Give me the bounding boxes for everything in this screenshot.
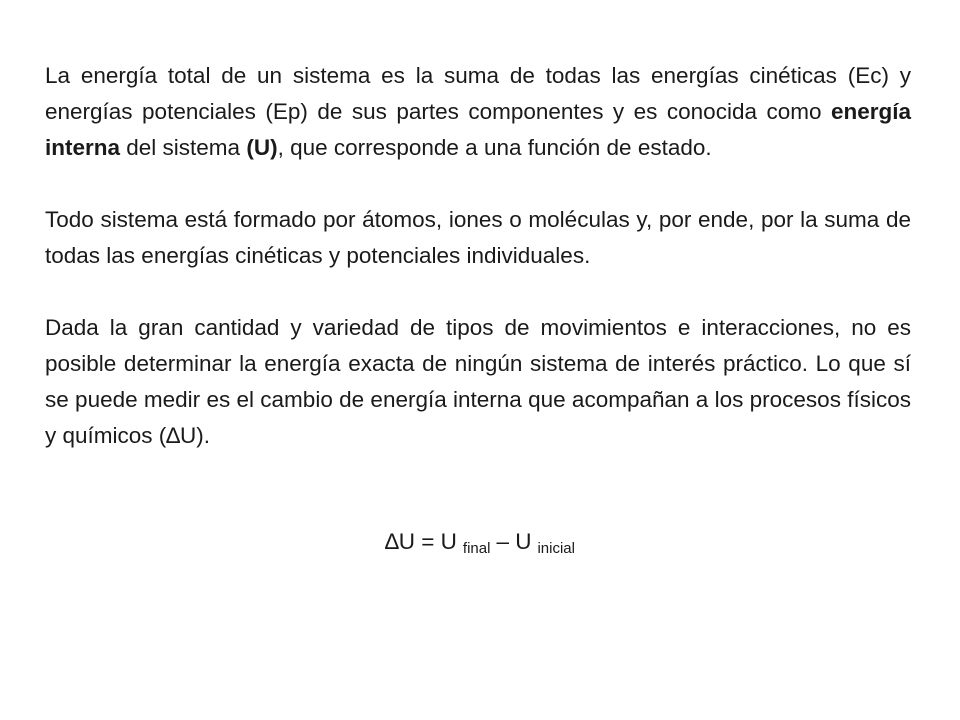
equation-minus-u: – U bbox=[496, 529, 532, 554]
equation-subscript-inicial: inicial bbox=[537, 540, 575, 557]
term-energia-interna: energía interna bbox=[45, 99, 911, 160]
paragraph-1-text-c: , que corresponde a una función de estado. bbox=[277, 135, 712, 160]
equation-subscript-final: final bbox=[462, 540, 491, 557]
paragraph-1-text-b: del sistema bbox=[120, 135, 247, 160]
paragraph-system-composition: Todo sistema está formado por átomos, iones o moléculas y, por ende, por la suma de todas las energías cinéticas y potenciales individuales. bbox=[45, 207, 911, 268]
term-u-symbol: (U) bbox=[246, 135, 278, 160]
paragraph-energy-change: Dada la gran cantidad y variedad de tipos de movimientos e interacciones, no es posible determinar la energía exacta de ningún sistema de interés práctico. Lo que sí se puede medir es el cambio de energía interna que acompañan a los procesos físicos y químicos (∆U). bbox=[45, 315, 911, 448]
paragraph-1-text-a: La energía total de un sistema es la suma de todas las energías cinéticas (Ec) y energías potenciales (Ep) de sus partes componentes y es conocida como bbox=[45, 63, 911, 124]
equation-lhs: ∆U = U bbox=[385, 529, 457, 554]
body-text bbox=[45, 58, 911, 490]
paragraph-internal-energy-definition bbox=[45, 58, 911, 166]
equation-delta-u bbox=[0, 524, 960, 567]
